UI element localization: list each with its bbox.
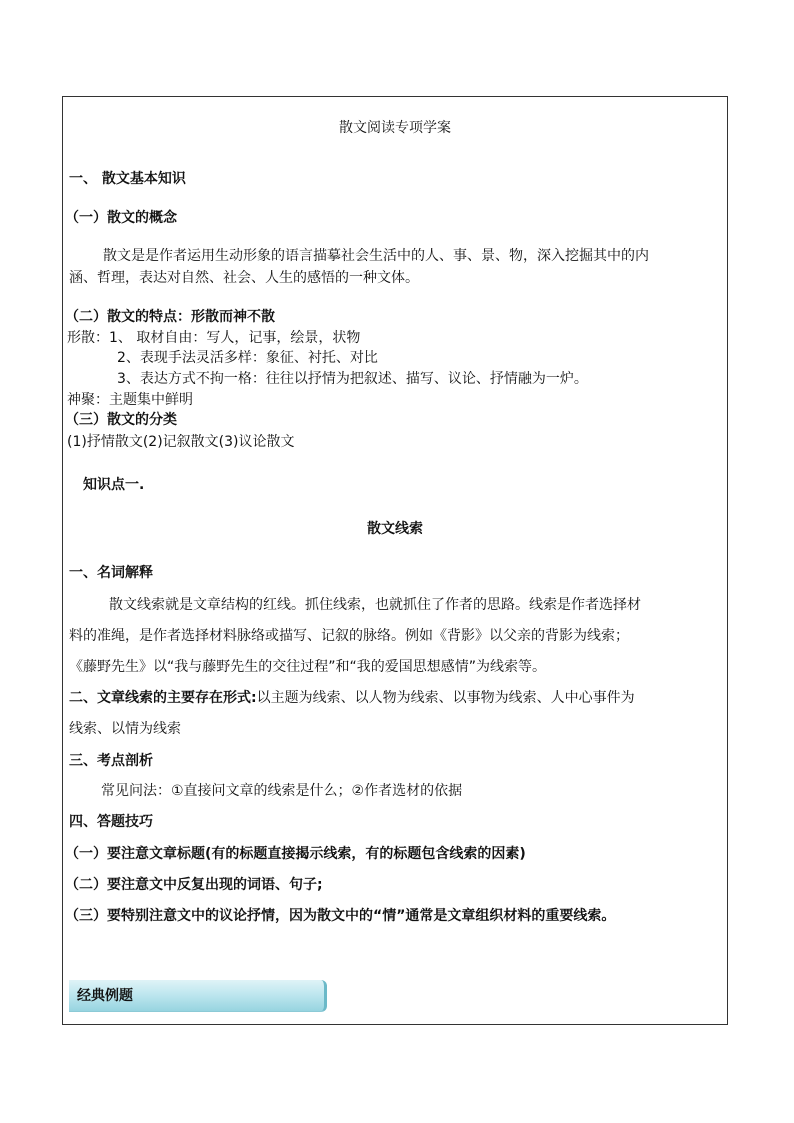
section-heading: 二、文章线索的主要存在形式: (69, 690, 257, 706)
feature-line: 神聚：主题集中鲜明 (67, 392, 193, 408)
document-frame (62, 96, 728, 1025)
classic-examples-banner (69, 980, 327, 1012)
knowledge-point-label: 知识点一. (83, 477, 145, 493)
paragraph-line: 散文线索就是文章结构的红线。抓住线索，也就抓住了作者的思路。线索是作者选择材 (109, 597, 641, 613)
feature-line: 3、表达方式不拘一格：往往以抒情为把叙述、描写、议论、抒情融为一炉。 (117, 371, 588, 387)
paragraph-line: 线索、以情为线索 (69, 721, 181, 737)
paragraph-line: 《藤野先生》以“我与藤野先生的交往过程”和“我的爱国思想感情”为线索等。 (69, 659, 547, 675)
banner-label: 经典例题 (77, 988, 133, 1004)
subsection-heading: （三）散文的分类 (65, 412, 177, 428)
feature-line: 2、表现手法灵活多样：象征、衬托、对比 (117, 350, 378, 366)
paragraph-line: 涵、哲理，表达对自然、社会、人生的感悟的一种文体。 (69, 270, 419, 286)
paragraph-line (69, 689, 635, 707)
document-title: 散文阅读专项学案 (339, 120, 451, 136)
tip-line: （二）要注意文中反复出现的词语、句子; (65, 877, 323, 893)
section-heading: 一、名词解释 (69, 565, 153, 581)
feature-line: 形散：1、 取材自由：写人，记事，绘景，状物 (67, 330, 361, 346)
subsection-heading: （一）散文的概念 (65, 210, 177, 226)
paragraph-line: 散文是是作者运用生动形象的语言描摹社会生活中的人、事、景、物，深入挖掘其中的内 (103, 248, 649, 264)
tip-line: （三）要特别注意文中的议论抒情，因为散文中的“情”通常是文章组织材料的重要线索。 (65, 908, 616, 924)
classification-line: (1)抒情散文(2)记叙散文(3)议论散文 (67, 434, 295, 450)
paragraph-line: 料的准绳，是作者选择材料脉络或描写、记叙的脉络。例如《背影》以父亲的背影为线索； (69, 628, 629, 644)
subsection-heading: （二）散文的特点：形散而神不散 (65, 309, 275, 325)
paragraph-line: 常见问法：①直接问文章的线索是什么；②作者选材的依据 (101, 783, 463, 799)
tip-line: （一）要注意文章标题(有的标题直接揭示线索，有的标题包含线索的因素) (65, 846, 526, 862)
inline-text: 以主题为线索、以人物为线索、以事物为线索、人中心事件为 (256, 690, 635, 706)
clue-title: 散文线索 (367, 521, 423, 537)
section-heading: 四、答题技巧 (69, 814, 153, 830)
section-heading: 一、 散文基本知识 (69, 171, 186, 187)
section-heading: 三、考点剖析 (69, 753, 153, 769)
